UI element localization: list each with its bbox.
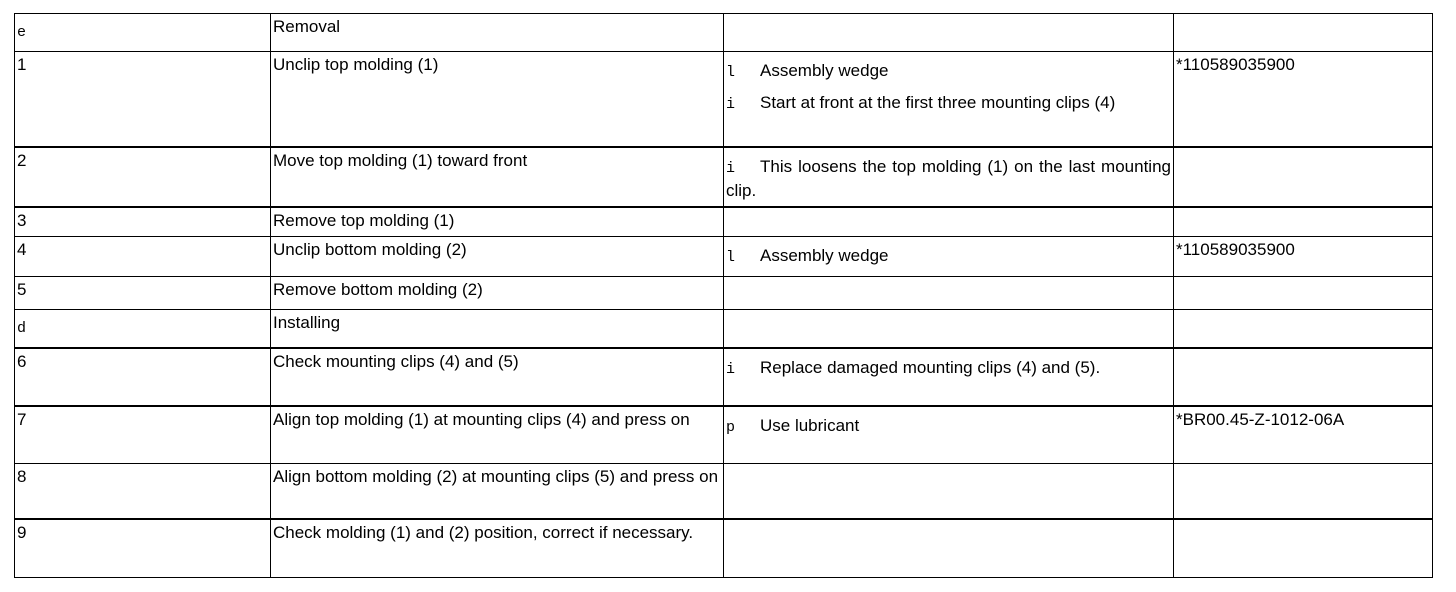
reference-number [1174,14,1433,52]
step-action: Unclip bottom molding (2) [271,237,724,277]
note-item [726,415,1171,439]
step-number: 6 [15,348,271,406]
step-action: Remove top molding (1) [271,207,724,237]
note-text: Replace damaged mounting clips (4) and (5). [760,357,1101,377]
reference-number [1174,348,1433,406]
table-row [15,207,1433,237]
procedure-table [14,13,1433,578]
reference-number [1174,277,1433,310]
note-item [726,245,1171,269]
step-action: Align bottom molding (2) at mounting clips (5) and press on [271,464,724,519]
step-notes [724,348,1174,406]
step-notes [724,406,1174,464]
note-symbol-icon: p [726,418,736,436]
step-number: 4 [15,237,271,277]
reference-number [1174,310,1433,348]
step-number: 3 [15,207,271,237]
note-symbol-icon: i [726,159,736,177]
section-symbol: d [15,310,271,348]
reference-number [1174,207,1433,237]
step-notes [724,237,1174,277]
step-notes [724,52,1174,147]
table-row [15,237,1433,277]
note-text: Assembly wedge [760,246,889,265]
table-row [15,348,1433,406]
step-action: Align top molding (1) at mounting clips (4) and press on [271,406,724,464]
note-symbol-icon: l [726,249,736,266]
step-action: Check molding (1) and (2) position, correct if necessary. [271,519,724,578]
note-item [726,60,1171,84]
step-number: 7 [15,406,271,464]
table-row [15,406,1433,464]
step-number: 2 [15,147,271,207]
reference-number [1174,464,1433,519]
note-text: Assembly wedge [760,61,889,80]
table-row [15,14,1433,52]
step-action: Move top molding (1) toward front [271,147,724,207]
step-number: 8 [15,464,271,519]
reference-number [1174,147,1433,207]
step-action: Unclip top molding (1) [271,52,724,147]
section-heading: Installing [271,310,724,348]
note-text: Start at front at the first three mounting clips (4) [760,93,1116,112]
table-row [15,464,1433,519]
note-symbol-icon: i [726,360,736,378]
reference-number: *110589035900 [1174,237,1433,277]
note-text: This loosens the top molding (1) on the last mounting clip. [726,156,1171,200]
note-item [726,156,1171,202]
step-number: 1 [15,52,271,147]
step-notes [724,207,1174,237]
step-notes [724,310,1174,348]
note-text: Use lubricant [760,415,860,435]
table-row [15,310,1433,348]
note-symbol-icon: i [726,96,736,113]
step-notes [724,14,1174,52]
table-row [15,52,1433,147]
step-notes [724,519,1174,578]
step-action: Remove bottom molding (2) [271,277,724,310]
step-number: 5 [15,277,271,310]
section-symbol: e [15,14,271,52]
step-notes [724,147,1174,207]
step-notes [724,277,1174,310]
note-item [726,357,1171,381]
step-number: 9 [15,519,271,578]
note-symbol-icon: l [726,64,736,81]
note-item [726,92,1171,116]
table-row [15,519,1433,578]
reference-number: *BR00.45-Z-1012-06A [1174,406,1433,464]
step-notes [724,464,1174,519]
procedure-table-body [15,14,1433,578]
section-heading: Removal [271,14,724,52]
step-action: Check mounting clips (4) and (5) [271,348,724,406]
reference-number [1174,519,1433,578]
table-row [15,277,1433,310]
table-row [15,147,1433,207]
reference-number: *110589035900 [1174,52,1433,147]
